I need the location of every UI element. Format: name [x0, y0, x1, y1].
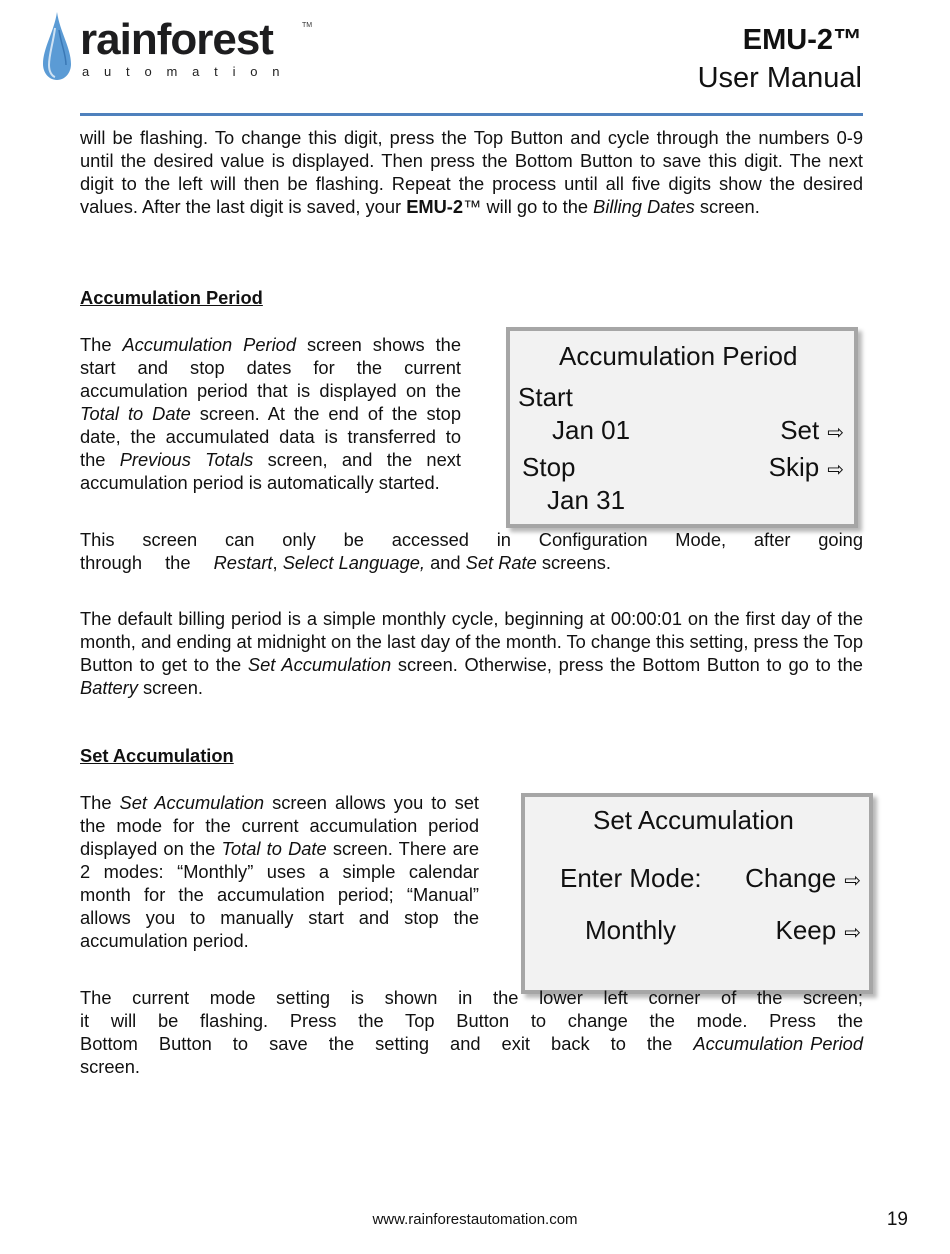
keep-option [776, 917, 862, 943]
text: screen shows the start and stop dates for the current accumulation period that is displayed on the [80, 334, 461, 401]
keep-label: Keep [775, 915, 837, 945]
right-arrow-icon: ⇨ [844, 870, 861, 892]
set-accumulation-paragraph-2 [80, 986, 863, 1078]
screen-name: Accumulation Period [693, 1033, 863, 1054]
logo-wordmark: rainforest [80, 15, 273, 64]
change-option [745, 865, 861, 891]
screen-title: Set Accumulation [593, 805, 794, 835]
text: screen. [137, 677, 203, 698]
logo-subtitle: automation [82, 64, 295, 79]
set-accumulation-paragraph-1 [80, 791, 479, 952]
screen-name: Set Rate [465, 552, 537, 573]
screen-name: Accumulation Period [122, 334, 297, 355]
text: screen, and the next accumulation period is automatically started. [80, 449, 461, 493]
raindrop-icon [40, 10, 74, 82]
screen-name: Select Language, [282, 552, 425, 573]
intro-text-2: ™ will go to the [463, 196, 594, 217]
intro-paragraph [80, 126, 863, 218]
skip-option [769, 454, 844, 480]
skip-label: Skip [768, 452, 820, 482]
intro-billing-dates: Billing Dates [593, 196, 695, 217]
section-heading-set-accumulation: Set Accumulation [80, 745, 234, 766]
stop-date: Jan 31 [547, 485, 626, 515]
mode-value: Monthly [585, 915, 677, 945]
footer-url: www.rainforestautomation.com [372, 1211, 578, 1228]
text: screen allows you to set the mode for the current accumulation period displayed on the [80, 792, 479, 859]
logo-trademark: TM [302, 22, 313, 29]
document-title: User Manual [697, 62, 862, 94]
screen-name: Total to Date [221, 838, 327, 859]
set-option [780, 417, 844, 443]
text: screen. At the end of the stop date, the accumulated data is transferred to the [80, 403, 461, 470]
accumulation-period-paragraph-2 [80, 528, 863, 574]
screen-name: Previous Totals [119, 449, 254, 470]
enter-mode-label: Enter Mode: [560, 863, 702, 893]
screen-name: Total to Date [80, 403, 191, 424]
right-arrow-icon: ⇨ [844, 922, 861, 944]
accumulation-period-paragraph-3 [80, 607, 863, 699]
text: and [425, 552, 466, 573]
accumulation-period-screen [506, 327, 858, 528]
page-number: 19 [886, 1209, 908, 1230]
stop-label: Stop [522, 452, 576, 482]
text: screen. There are 2 modes: “Monthly” uses a simple calendar month for the accumulation period; “Manual” allows you to manually start and stop the accumulation period. [80, 838, 479, 951]
text: screen. Otherwise, press the Bottom Button to go to the [391, 654, 863, 675]
header-divider [80, 113, 863, 116]
start-label: Start [518, 382, 573, 412]
intro-product: EMU-2 [406, 196, 464, 217]
screen-name: Restart [213, 552, 273, 573]
set-label: Set [780, 415, 820, 445]
set-accumulation-screen [521, 793, 873, 994]
rainforest-logo [40, 10, 330, 85]
text: screen. [80, 1056, 140, 1077]
accumulation-period-paragraph-1 [80, 333, 461, 494]
text: The [80, 792, 120, 813]
text: , [272, 552, 283, 573]
intro-text: will be flashing. To change this digit, press the Top Button and cycle through the numbers 0-9 until the desired value is displayed. Then press the Bottom Button to save this digit. The next digit to the left will then be flashing. Repeat the process until all five digits show the desired values. After the last digit is saved, your [80, 127, 863, 217]
right-arrow-icon: ⇨ [827, 459, 844, 481]
text: The default billing period is a simple monthly cycle, beginning at 00:00:01 on the first day of the month, and ending at midnight on the last day of the month. To change this setting, press the Top Button to get to the [80, 608, 863, 675]
text: The [80, 334, 123, 355]
product-name: EMU-2™ [742, 24, 862, 56]
text: The current mode setting is shown in the lower left corner of the screen; it will be flashing. Press the Top Button to change the mode. Press the Bottom Button to save the setting and exit back to the [80, 987, 863, 1054]
screen-name: Battery [80, 677, 138, 698]
section-heading-accumulation-period: Accumulation Period [80, 287, 263, 308]
intro-text-3: screen. [694, 196, 760, 217]
right-arrow-icon: ⇨ [827, 422, 844, 444]
screen-name: Set Accumulation [247, 654, 392, 675]
text: screens. [536, 552, 611, 573]
screen-name: Set Accumulation [119, 792, 265, 813]
screen-title: Accumulation Period [559, 341, 798, 371]
change-label: Change [745, 863, 837, 893]
start-date: Jan 01 [552, 415, 631, 445]
text: This screen can only be accessed in Configuration Mode, after going through the [80, 529, 863, 573]
